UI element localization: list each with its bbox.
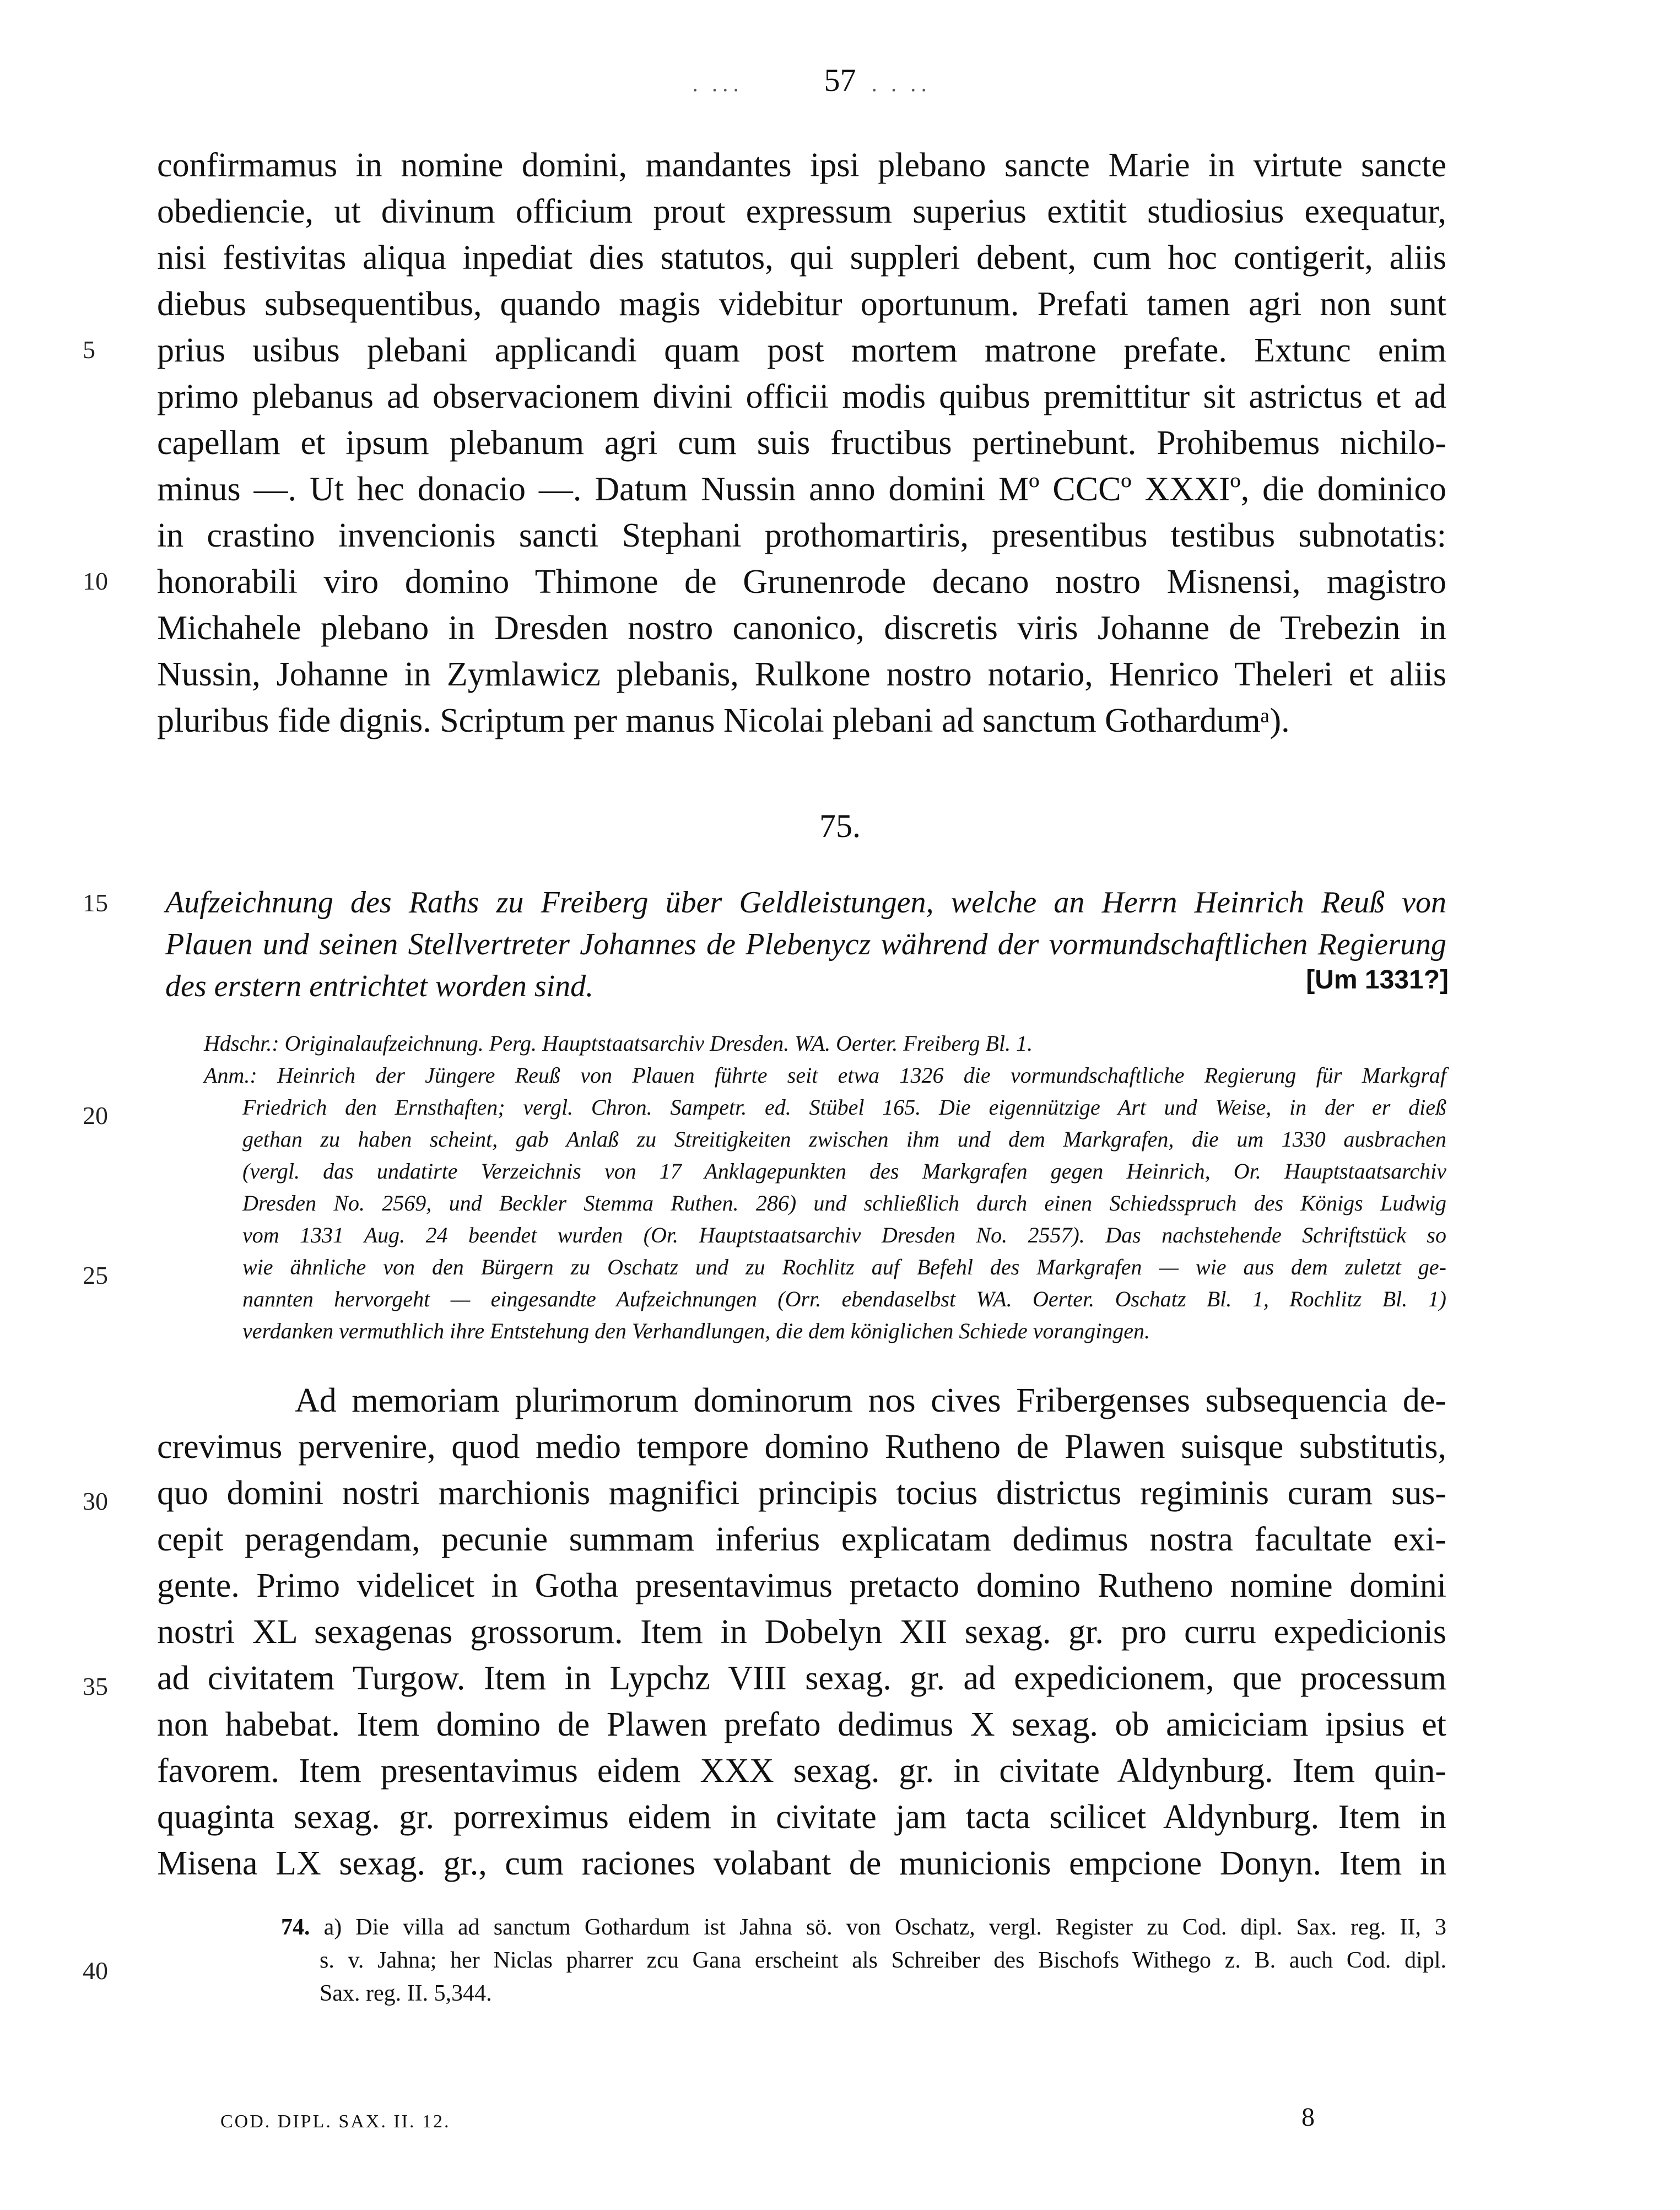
text-line: quaginta sexag. gr. porreximus eidem in civitate jam tacta scilicet Aldynburg. Item in	[157, 1798, 1446, 1836]
text-line: capellam et ipsum plebanum agri cum suis fructibus pertinebunt. Prohibemus nichilo-	[157, 424, 1446, 462]
line-number: 5	[83, 336, 95, 364]
text-line: nisi festivitas aliqua inpediat dies statutos, qui suppleri debent, cum hoc contigerit, aliis	[157, 239, 1446, 277]
sheet-number: 8	[1301, 2103, 1315, 2132]
text-line: primo plebanus ad observacionem divini officii modis quibus premittitur sit astrictus et ad	[157, 378, 1446, 415]
line-number: 20	[83, 1101, 108, 1130]
line-number: 10	[83, 567, 108, 595]
title-line: des erstern entrichtet worden sind.	[165, 969, 594, 1003]
signature-mark: COD. DIPL. SAX. II. 12.	[220, 2111, 451, 2132]
note-line: nannten hervorgeht — eingesandte Aufzeichnungen (Orr. ebendaselbst WA. Oerter. Oschatz Bl. 1, Rochlitz Bl. 1)	[242, 1287, 1446, 1311]
header-dots-right: · · ··	[871, 78, 931, 102]
document-date: [Um 1331?]	[1306, 965, 1449, 995]
text-line: non habebat. Item domino de Plawen prefato dedimus X sexag. ob amiciciam ipsius et	[157, 1706, 1446, 1743]
text-line: prius usibus plebani applicandi quam post mortem matrone prefate. Extunc enim	[157, 332, 1446, 369]
note-line: Hdschr.: Originalaufzeichnung. Perg. Hauptstaatsarchiv Dresden. WA. Oerter. Freiberg Bl. 1.	[204, 1031, 1033, 1056]
line-number: 35	[83, 1672, 108, 1700]
page-number: 57	[824, 62, 856, 98]
text-line: nostri XL sexagenas grossorum. Item in Dobelyn XII sexag. gr. pro curru expedicionis	[157, 1613, 1446, 1651]
text-line: in crastino invencionis sancti Stephani prothomartiris, presentibus testibus subnotatis:	[157, 517, 1446, 554]
text-line: minus —. Ut hec donacio —. Datum Nussin anno domini Mº CCCº XXXIº, die dominico	[157, 471, 1446, 508]
header-dots-left: · ···	[692, 78, 743, 102]
text-line: honorabili viro domino Thimone de Grunenrode decano nostro Misnensi, magistro	[157, 563, 1446, 601]
line-number: 40	[83, 1957, 108, 1985]
line-number: 15	[83, 889, 108, 917]
footnote-text: a) Die villa ad sanctum Gothardum ist Jahna sö. von Oschatz, vergl. Register zu Cod. dipl. Sax. reg. II, 3	[323, 1915, 1446, 1940]
text-line: Michahele plebano in Dresden nostro canonico, discretis viris Johanne de Trebezin in	[157, 609, 1446, 647]
note-line: Dresden No. 2569, und Beckler Stemma Ruthen. 286) und schließlich durch einen Schiedsspruch des Königs Ludwig	[242, 1191, 1446, 1215]
note-line: (vergl. das undatirte Verzeichnis von 17 Anklagepunkten des Markgrafen gegen Heinrich, Or. Hauptstaatsarchiv	[242, 1159, 1446, 1184]
note-line: Friedrich den Ernsthaften; vergl. Chron. Sampetr. ed. Stübel 165. Die eigennützige Art und Weise, in der er dieß	[242, 1095, 1446, 1120]
text-line: Misena LX sexag. gr., cum raciones volabant de municionis empcione Donyn. Item in	[157, 1845, 1446, 1882]
text-line: pluribus fide dignis. Scriptum per manus Nicolai plebani ad sanctum Gothardumᵃ).	[157, 702, 1290, 739]
note-line: gethan zu haben scheint, gab Anlaß zu Streitigkeiten zwischen ihm und dem Markgrafen, die um 1330 ausbrachen	[242, 1127, 1446, 1152]
text-line: confirmamus in nomine domini, mandantes ipsi plebano sancte Marie in virtute sancte	[157, 147, 1446, 184]
note-line: Anm.: Heinrich der Jüngere Reuß von Plauen führte seit etwa 1326 die vormundschaftliche Regierung für Markgraf	[204, 1063, 1446, 1088]
footnote-line: s. v. Jahna; her Niclas pharrer zcu Gana erscheint als Schreiber des Bischofs Withego z. B. auch Cod. dipl.	[320, 1948, 1446, 1973]
text-line: crevimus pervenire, quod medio tempore domino Rutheno de Plawen suisque substitutis,	[157, 1428, 1446, 1466]
text-line: ad civitatem Turgow. Item in Lypchz VIII sexag. gr. ad expedicionem, que processum	[157, 1660, 1446, 1697]
text-line: diebus subsequentibus, quando magis videbitur oportunum. Prefati tamen agri non sunt	[157, 285, 1446, 323]
text-line: quo domini nostri marchionis magnifici principis tocius districtus regiminis curam sus-	[157, 1474, 1446, 1512]
footnote-line	[281, 1911, 1446, 1944]
text-line: Nussin, Johanne in Zymlawicz plebanis, Rulkone nostro notario, Henrico Theleri et aliis	[157, 656, 1446, 693]
text-line: obediencie, ut divinum officium prout expressum superius extitit studiosius exequatur,	[157, 193, 1446, 230]
text-line: gente. Primo videlicet in Gotha presentavimus pretacto domino Rutheno nomine domini	[157, 1567, 1446, 1604]
line-number: 25	[83, 1261, 108, 1289]
note-line: vom 1331 Aug. 24 beendet wurden (Or. Hauptstaatsarchiv Dresden No. 2557). Das nachstehende Schriftstück so	[242, 1223, 1446, 1247]
title-line: Plauen und seinen Stellvertreter Johannes de Plebenycz während der vormundschaftlichen Regierung	[165, 927, 1446, 961]
note-line: verdanken vermuthlich ihre Entstehung den Verhandlungen, die dem königlichen Schiede vorangingen.	[242, 1319, 1150, 1343]
document-number: 75.	[819, 808, 861, 844]
note-line: wie ähnliche von den Bürgern zu Oschatz und zu Rochlitz auf Befehl des Markgrafen — wie aus dem zuletzt ge-	[242, 1255, 1446, 1279]
text-line: Ad memoriam plurimorum dominorum nos cives Fribergenses subsequencia de-	[295, 1382, 1446, 1419]
line-number: 30	[83, 1487, 108, 1515]
footnote-number: 74.	[281, 1915, 310, 1940]
text-line: cepit peragendam, pecunie summam inferius explicatam dedimus nostra facultate exi-	[157, 1521, 1446, 1558]
footnote-line: Sax. reg. II. 5,344.	[320, 1981, 492, 2006]
title-line: Aufzeichnung des Raths zu Freiberg über Geldleistungen, welche an Herrn Heinrich Reuß von	[165, 885, 1446, 920]
text-line: favorem. Item presentavimus eidem XXX sexag. gr. in civitate Aldynburg. Item quin-	[157, 1752, 1446, 1790]
